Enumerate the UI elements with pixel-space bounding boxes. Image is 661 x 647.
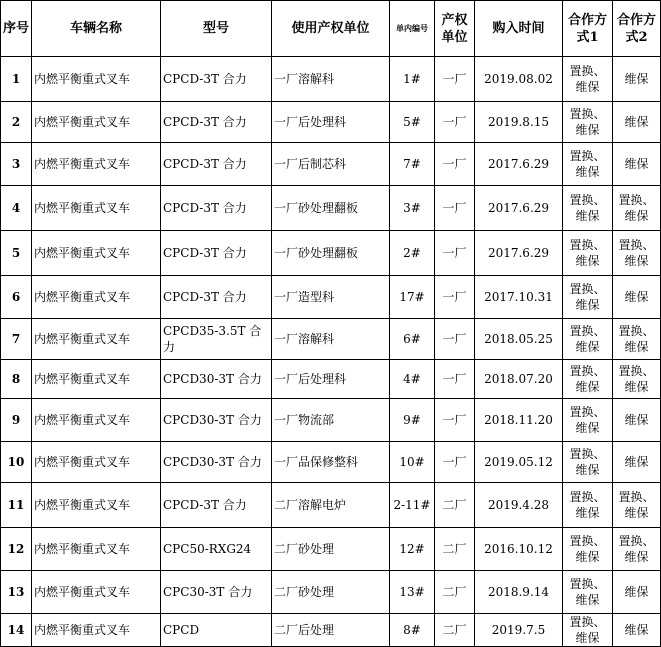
cell-vehicle: 内燃平衡重式叉车: [32, 360, 161, 399]
cell-purchase: 2019.4.28: [475, 483, 563, 528]
cell-coop2: [613, 442, 661, 483]
cell-coop1-line1: 置换、: [569, 107, 606, 121]
cell-internal-no: 4#: [390, 360, 435, 399]
table-row: [1, 102, 661, 143]
cell-purchase: 2019.8.15: [475, 102, 563, 143]
cell-seq: 6: [1, 276, 32, 319]
cell-coop2-line2: 维保: [624, 254, 649, 268]
cell-vehicle: 内燃平衡重式叉车: [32, 319, 161, 360]
cell-coop1: [563, 231, 613, 276]
cell-coop1-line2: 维保: [575, 209, 600, 223]
cell-coop2: [613, 231, 661, 276]
cell-coop1-line2: 维保: [575, 631, 600, 645]
cell-unit: 一厂品保修整科: [272, 442, 390, 483]
cell-internal-no: 6#: [390, 319, 435, 360]
cell-coop1-line1: 置换、: [569, 193, 606, 207]
cell-coop2: [613, 319, 661, 360]
cell-purchase: 2019.05.12: [475, 442, 563, 483]
cell-vehicle: 内燃平衡重式叉车: [32, 571, 161, 614]
cell-coop1-line2: 维保: [575, 298, 600, 312]
cell-owner: 一厂: [435, 143, 475, 186]
cell-unit: 一厂后处理科: [272, 360, 390, 399]
cell-model: CPCD-3T 合力: [161, 483, 272, 528]
cell-coop1: [563, 360, 613, 399]
cell-coop2-line1: 维保: [624, 585, 649, 599]
cell-coop1-line2: 维保: [575, 421, 600, 435]
cell-coop2: [613, 143, 661, 186]
header-unit: 使用产权单位: [272, 1, 390, 57]
cell-owner: 一厂: [435, 102, 475, 143]
cell-seq: 14: [1, 614, 32, 647]
cell-purchase: 2018.05.25: [475, 319, 563, 360]
cell-coop1: [563, 143, 613, 186]
table-row: [1, 442, 661, 483]
table-row: [1, 399, 661, 442]
cell-coop2: [613, 360, 661, 399]
table-row: [1, 571, 661, 614]
cell-model: CPCD35-3.5T 合力: [161, 319, 272, 360]
cell-coop1-line2: 维保: [575, 80, 600, 94]
cell-model: CPC50-RXG24: [161, 528, 272, 571]
table-row: [1, 483, 661, 528]
cell-vehicle: 内燃平衡重式叉车: [32, 399, 161, 442]
cell-coop1-line2: 维保: [575, 123, 600, 137]
cell-coop2-line2: 维保: [624, 209, 649, 223]
cell-model: CPCD30-3T 合力: [161, 360, 272, 399]
cell-coop2: [613, 102, 661, 143]
cell-purchase: 2018.9.14: [475, 571, 563, 614]
cell-coop1-line1: 置换、: [569, 534, 606, 548]
cell-internal-no: 17#: [390, 276, 435, 319]
cell-unit: 二厂溶解电炉: [272, 483, 390, 528]
cell-coop2-line2: 维保: [624, 340, 649, 354]
cell-internal-no: 10#: [390, 442, 435, 483]
cell-owner: 二厂: [435, 571, 475, 614]
table-row: [1, 319, 661, 360]
table-row: [1, 528, 661, 571]
cell-coop1-line1: 置换、: [569, 282, 606, 296]
table-row: [1, 186, 661, 231]
cell-purchase: 2017.6.29: [475, 143, 563, 186]
cell-coop1: [563, 102, 613, 143]
cell-owner: 一厂: [435, 186, 475, 231]
cell-coop1: [563, 483, 613, 528]
cell-purchase: 2018.07.20: [475, 360, 563, 399]
header-purchase: 购入时间: [475, 1, 563, 57]
cell-seq: 2: [1, 102, 32, 143]
cell-coop1: [563, 528, 613, 571]
cell-model: CPC30-3T 合力: [161, 571, 272, 614]
cell-coop2: [613, 57, 661, 102]
cell-purchase: 2019.7.5: [475, 614, 563, 647]
cell-internal-no: 2-11#: [390, 483, 435, 528]
cell-coop1: [563, 57, 613, 102]
cell-model: CPCD: [161, 614, 272, 647]
cell-model: CPCD-3T 合力: [161, 276, 272, 319]
cell-internal-no: 8#: [390, 614, 435, 647]
cell-coop1-line2: 维保: [575, 340, 600, 354]
cell-vehicle: 内燃平衡重式叉车: [32, 186, 161, 231]
header-vehicle: 车辆名称: [32, 1, 161, 57]
cell-owner: 一厂: [435, 319, 475, 360]
cell-coop1-line2: 维保: [575, 463, 600, 477]
header-model: 型号: [161, 1, 272, 57]
cell-seq: 1: [1, 57, 32, 102]
cell-coop2-line1: 置换、: [618, 238, 655, 252]
cell-unit: 二厂砂处理: [272, 571, 390, 614]
cell-vehicle: 内燃平衡重式叉车: [32, 483, 161, 528]
cell-vehicle: 内燃平衡重式叉车: [32, 231, 161, 276]
cell-coop2-line1: 置换、: [618, 534, 655, 548]
cell-coop1: [563, 571, 613, 614]
cell-model: CPCD-3T 合力: [161, 57, 272, 102]
table-row: [1, 231, 661, 276]
cell-seq: 4: [1, 186, 32, 231]
cell-coop1-line2: 维保: [575, 550, 600, 564]
cell-coop1: [563, 276, 613, 319]
cell-owner: 二厂: [435, 483, 475, 528]
cell-coop2-line1: 置换、: [618, 324, 655, 338]
cell-coop2-line1: 维保: [624, 290, 649, 304]
cell-internal-no: 5#: [390, 102, 435, 143]
cell-seq: 10: [1, 442, 32, 483]
cell-unit: 一厂后制芯科: [272, 143, 390, 186]
cell-coop1: [563, 442, 613, 483]
cell-coop2: [613, 483, 661, 528]
header-seq: 序号: [1, 1, 32, 57]
cell-coop2: [613, 276, 661, 319]
cell-unit: 一厂后处理科: [272, 102, 390, 143]
cell-coop2: [613, 571, 661, 614]
cell-coop2: [613, 186, 661, 231]
cell-coop1-line1: 置换、: [569, 149, 606, 163]
cell-seq: 5: [1, 231, 32, 276]
cell-purchase: 2019.08.02: [475, 57, 563, 102]
cell-coop1-line2: 维保: [575, 165, 600, 179]
cell-coop2-line2: 维保: [624, 380, 649, 394]
cell-model: CPCD30-3T 合力: [161, 442, 272, 483]
cell-internal-no: 2#: [390, 231, 435, 276]
cell-owner: 二厂: [435, 528, 475, 571]
table-row: [1, 276, 661, 319]
table-row: [1, 57, 661, 102]
cell-unit: 一厂溶解科: [272, 319, 390, 360]
cell-vehicle: 内燃平衡重式叉车: [32, 143, 161, 186]
cell-model: CPCD-3T 合力: [161, 186, 272, 231]
cell-owner: 一厂: [435, 231, 475, 276]
header-row: [1, 1, 661, 57]
cell-model: CPCD-3T 合力: [161, 231, 272, 276]
cell-owner: 一厂: [435, 442, 475, 483]
cell-unit: 一厂物流部: [272, 399, 390, 442]
cell-owner: 一厂: [435, 57, 475, 102]
cell-owner: 一厂: [435, 399, 475, 442]
cell-coop1-line2: 维保: [575, 506, 600, 520]
cell-unit: 二厂砂处理: [272, 528, 390, 571]
cell-internal-no: 3#: [390, 186, 435, 231]
cell-coop1-line1: 置换、: [569, 364, 606, 378]
cell-purchase: 2018.11.20: [475, 399, 563, 442]
cell-internal-no: 1#: [390, 57, 435, 102]
header-coop2: 合作方式2: [613, 1, 661, 57]
cell-purchase: 2016.10.12: [475, 528, 563, 571]
cell-coop1-line1: 置换、: [569, 238, 606, 252]
cell-coop2-line1: 维保: [624, 157, 649, 171]
cell-seq: 12: [1, 528, 32, 571]
cell-model: CPCD-3T 合力: [161, 102, 272, 143]
cell-coop2-line1: 置换、: [618, 490, 655, 504]
cell-coop1-line2: 维保: [575, 593, 600, 607]
cell-owner: 一厂: [435, 360, 475, 399]
cell-unit: 一厂造型科: [272, 276, 390, 319]
cell-coop1: [563, 319, 613, 360]
cell-coop1-line1: 置换、: [569, 577, 606, 591]
table-row: [1, 360, 661, 399]
cell-seq: 13: [1, 571, 32, 614]
cell-coop1-line1: 置换、: [569, 64, 606, 78]
cell-internal-no: 13#: [390, 571, 435, 614]
cell-purchase: 2017.6.29: [475, 231, 563, 276]
cell-unit: 一厂溶解科: [272, 57, 390, 102]
cell-coop1-line1: 置换、: [569, 405, 606, 419]
cell-coop2-line1: 维保: [624, 455, 649, 469]
cell-unit: 一厂砂处理翻板: [272, 231, 390, 276]
cell-model: CPCD-3T 合力: [161, 143, 272, 186]
cell-seq: 7: [1, 319, 32, 360]
cell-coop1-line1: 置换、: [569, 324, 606, 338]
cell-coop2: [613, 399, 661, 442]
cell-coop2-line2: 维保: [624, 550, 649, 564]
cell-purchase: 2017.10.31: [475, 276, 563, 319]
cell-coop1: [563, 399, 613, 442]
cell-coop2-line1: 维保: [624, 623, 649, 637]
cell-coop2-line1: 维保: [624, 115, 649, 129]
cell-coop2-line1: 置换、: [618, 193, 655, 207]
cell-coop1-line1: 置换、: [569, 615, 606, 629]
cell-coop2: [613, 528, 661, 571]
cell-vehicle: 内燃平衡重式叉车: [32, 442, 161, 483]
cell-model: CPCD30-3T 合力: [161, 399, 272, 442]
cell-internal-no: 7#: [390, 143, 435, 186]
cell-vehicle: 内燃平衡重式叉车: [32, 528, 161, 571]
cell-coop1-line1: 置换、: [569, 490, 606, 504]
header-internal-no: 单内编号: [390, 1, 435, 57]
cell-unit: 一厂砂处理翻板: [272, 186, 390, 231]
cell-seq: 9: [1, 399, 32, 442]
cell-owner: 一厂: [435, 276, 475, 319]
cell-coop2-line2: 维保: [624, 506, 649, 520]
cell-internal-no: 9#: [390, 399, 435, 442]
cell-coop1: [563, 186, 613, 231]
cell-coop1-line1: 置换、: [569, 447, 606, 461]
cell-seq: 11: [1, 483, 32, 528]
cell-vehicle: 内燃平衡重式叉车: [32, 276, 161, 319]
header-owner: 产权单位: [435, 1, 475, 57]
cell-coop2-line1: 维保: [624, 413, 649, 427]
cell-coop1-line2: 维保: [575, 380, 600, 394]
cell-vehicle: 内燃平衡重式叉车: [32, 614, 161, 647]
cell-seq: 3: [1, 143, 32, 186]
cell-unit: 二厂后处理: [272, 614, 390, 647]
header-coop1: 合作方式1: [563, 1, 613, 57]
cell-seq: 8: [1, 360, 32, 399]
cell-coop1-line2: 维保: [575, 254, 600, 268]
cell-internal-no: 12#: [390, 528, 435, 571]
cell-purchase: 2017.6.29: [475, 186, 563, 231]
cell-coop2-line1: 置换、: [618, 364, 655, 378]
cell-vehicle: 内燃平衡重式叉车: [32, 57, 161, 102]
cell-owner: 二厂: [435, 614, 475, 647]
table-row: [1, 143, 661, 186]
cell-coop2-line1: 维保: [624, 72, 649, 86]
cell-vehicle: 内燃平衡重式叉车: [32, 102, 161, 143]
